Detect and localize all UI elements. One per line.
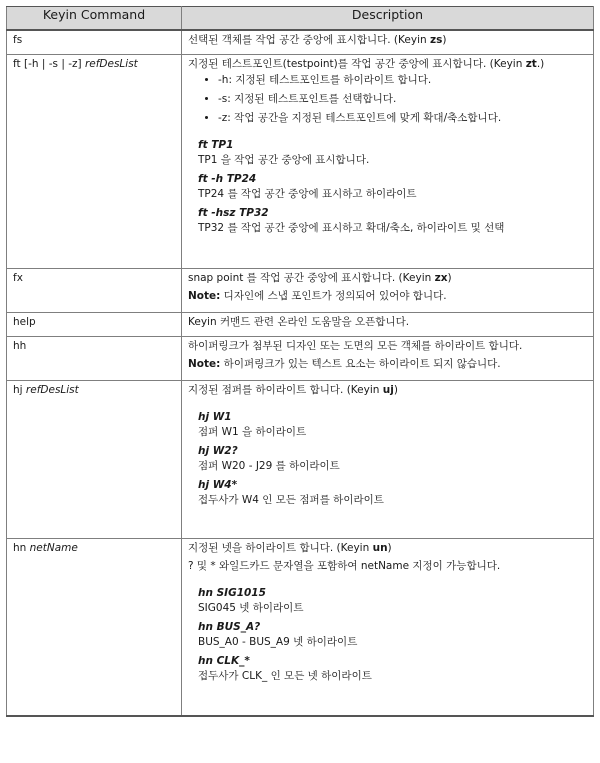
example-text: BUS_A0 - BUS_A9 넷 하이라이트 — [198, 635, 358, 648]
example-text: TP1 을 작업 공간 중앙에 표시합니다. — [198, 153, 370, 166]
keyin-alias: un — [372, 541, 388, 554]
example-text: SIG045 넷 하이라이트 — [198, 601, 304, 614]
desc-cell: snap point 를 작업 공간 중앙에 표시합니다. (Keyin zx) Note: 디자인에 스냅 포인트가 정의되어 있어야 합니다. — [182, 268, 594, 312]
note-label: Note: — [188, 357, 221, 370]
header-keyin-command: Keyin Command — [7, 7, 182, 31]
table-row-help — [7, 312, 594, 336]
example-cmd: hn SIG1015 — [198, 586, 266, 599]
example-text: 접두사가 W4 인 모든 점퍼를 하이라이트 — [198, 493, 384, 506]
desc-cell: 지정된 점퍼를 하이라이트 합니다. (Keyin uj) hj W1 점퍼 W1 을 하이라이트 hj W2? 점퍼 W20 - J29 를 하이라이트 hj W4* 접두사가 W4 인 모든 점퍼를 하이라이트 — [182, 380, 594, 538]
table-row-ft — [7, 54, 594, 268]
header-description: Description — [182, 7, 594, 31]
option-list — [188, 73, 587, 126]
desc-cell: 지정된 넷을 하이라이트 합니다. (Keyin un) ? 및 * 와일드카드 문자열을 포함하여 netName 지정이 가능합니다. hn SIG1015 SIG045 넷 하이라이트 hn BUS_A? BUS_A0 - BUS_A9 넷 하이라이트 hn CLK_* 접두사가 CLK_ 인 모든 넷 하이라이트 — [182, 538, 594, 716]
note-label: Note: — [188, 289, 221, 302]
table-row-fs — [7, 30, 594, 54]
keyin-alias: uj — [382, 383, 394, 396]
example-cmd: hn BUS_A? — [198, 620, 261, 633]
example-text: 점퍼 W20 - J29 를 하이라이트 — [198, 459, 340, 472]
cmd-cell: fx — [7, 268, 182, 312]
keyin-command-table — [6, 6, 594, 717]
note-text: 하이퍼링크가 있는 텍스트 요소는 하이라이트 되지 않습니다. — [220, 357, 501, 370]
example-cmd: ft -hsz TP32 — [198, 206, 269, 219]
list-item: • -z: 작업 공간을 지정된 테스트포인트에 맞게 확대/축소합니다. — [218, 111, 587, 126]
keyin-alias: zx — [434, 271, 448, 284]
cmd-cell: hj refDesList — [7, 380, 182, 538]
cmd-cell: ft [-h | -s | -z] refDesList — [7, 54, 182, 268]
example-cmd: hn CLK_* — [198, 654, 250, 667]
cmd-cell — [7, 30, 182, 54]
note-text: 디자인에 스냅 포인트가 정의되어 있어야 합니다. — [220, 289, 447, 302]
keyin-alias: zt — [525, 57, 537, 70]
cmd-name: fs — [13, 34, 23, 46]
example-cmd: hj W2? — [198, 444, 238, 457]
desc-cell: Keyin 커맨드 관련 온라인 도움말을 오픈합니다. — [182, 312, 594, 336]
example-text: TP32 를 작업 공간 중앙에 표시하고 확대/축소, 하이라이트 및 선택 — [198, 221, 505, 234]
example-block — [188, 410, 587, 508]
desc-cell: 선택된 객체를 작업 공간 중앙에 표시합니다. (Keyin zs) — [182, 30, 594, 54]
example-cmd: ft -h TP24 — [198, 172, 257, 185]
desc-cell: 하이퍼링크가 첨부된 디자인 또는 도면의 모든 객체를 하이라이트 합니다. Note: 하이퍼링크가 있는 텍스트 요소는 하이라이트 되지 않습니다. — [182, 336, 594, 380]
table-row-hh — [7, 336, 594, 380]
example-block — [188, 138, 587, 236]
keyin-command-table-wrapper — [6, 6, 594, 717]
example-text: 접두사가 CLK_ 인 모든 넷 하이라이트 — [198, 669, 372, 682]
table-row-fx — [7, 268, 594, 312]
example-cmd: hj W1 — [198, 410, 232, 423]
table-header-row — [7, 7, 594, 31]
table-row-hj — [7, 380, 594, 538]
list-item: • -h: 지정된 테스트포인트를 하이라이트 합니다. — [218, 73, 587, 88]
table-row-hn — [7, 538, 594, 716]
cmd-cell: help — [7, 312, 182, 336]
desc-cell: 지정된 테스트포인트(testpoint)를 작업 공간 중앙에 표시합니다. (Keyin zt.) • -h: 지정된 테스트포인트를 하이라이트 합니다. • -s: 지정된 테스트포인트를 선택합니다. • -z: 작업 공간을 지정된 테스트포인트에 맞게 확대/축소합니다. ft TP1 TP1 을 작업 공간 중앙에 표시합니다. ft -h TP24 TP24 를 작업 공간 중앙에 표시하고 하이라이트 ft -hsz TP32 TP32 를 작업 공간 중앙에 표시하고 확대/축소, 하이라이트 및 선택 — [182, 54, 594, 268]
example-text: TP24 를 작업 공간 중앙에 표시하고 하이라이트 — [198, 187, 417, 200]
list-item: • -s: 지정된 테스트포인트를 선택합니다. — [218, 92, 587, 107]
example-cmd: ft TP1 — [198, 138, 234, 151]
example-text: 점퍼 W1 을 하이라이트 — [198, 425, 307, 438]
cmd-cell: hn netName — [7, 538, 182, 716]
example-block — [188, 586, 587, 684]
keyin-alias: zs — [429, 34, 443, 46]
cmd-cell: hh — [7, 336, 182, 380]
example-cmd: hj W4* — [198, 478, 238, 491]
